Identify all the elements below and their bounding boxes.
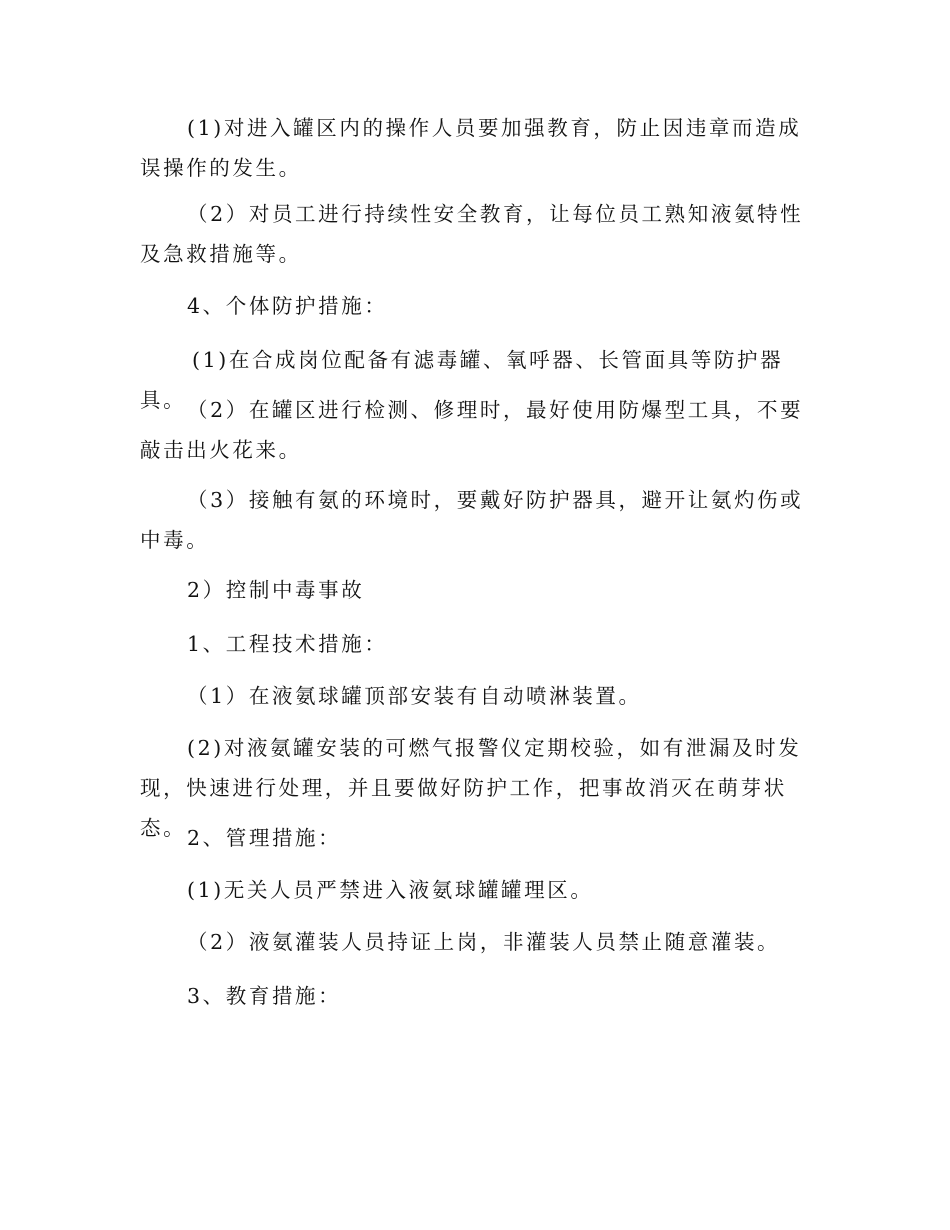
- paragraph-8: 1、工程技术措施：: [187, 632, 388, 656]
- paragraph-6: （3）接触有氨的环境时，要戴好防护器具，避开让氨灼伤或中毒。: [140, 488, 804, 552]
- paragraph-7: 2）控制中毒事故: [187, 578, 365, 602]
- paragraph-13: （2）液氨灌装人员持证上岗，非灌装人员禁止随意灌装。: [187, 930, 781, 954]
- paragraph-14: 3、教育措施：: [187, 984, 342, 1008]
- paragraph-11: 2、管理措施：: [187, 826, 342, 850]
- paragraph-10: (2)对液氨罐安装的可燃气报警仪定期校验，如有泄漏及时发现，快速进行处理，并且要做好防护工作，把事故消灭在萌芽状态。: [140, 736, 802, 840]
- paragraph-2: （2）对员工进行持续性安全教育，让每位员工熟知液氨特性及急救措施等。: [140, 202, 804, 266]
- paragraph-3: 4、个体防护措施：: [187, 294, 388, 318]
- paragraph-4: (1)在合成岗位配备有滤毒罐、氧呼器、长管面具等防护器具。: [140, 348, 784, 412]
- paragraph-5: （2）在罐区进行检测、修理时，最好使用防爆型工具，不要敲击出火花来。: [140, 398, 804, 462]
- paragraph-12: (1)无关人员严禁进入液氨球罐罐理区。: [187, 878, 594, 902]
- paragraph-1: (1)对进入罐区内的操作人员要加强教育，防止因违章而造成误操作的发生。: [140, 116, 802, 180]
- paragraph-9: （1）在液氨球罐顶部安装有自动喷淋装置。: [187, 684, 642, 708]
